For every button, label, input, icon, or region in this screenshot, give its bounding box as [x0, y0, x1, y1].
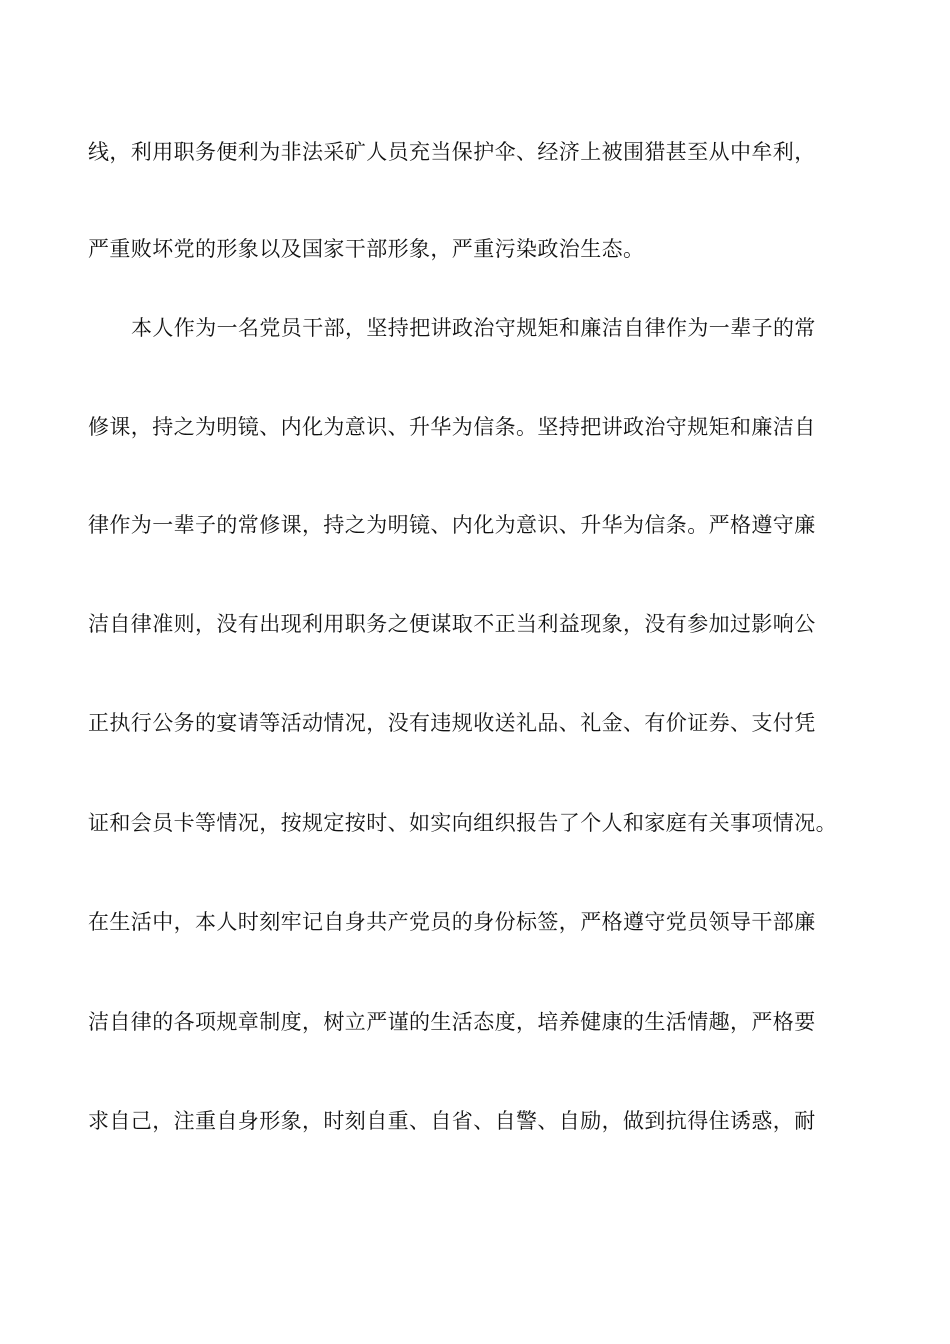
paragraph-start-line: 本人作为一名党员干部，坚持把讲政治守规矩和廉洁自律作为一辈子的常 [131, 316, 816, 340]
text-line: 修课，持之为明镜、内化为意识、升华为信条。坚持把讲政治守规矩和廉洁自 [88, 415, 816, 439]
text-line: 洁自律的各项规章制度，树立严谨的生活态度，培养健康的生活情趣，严格要 [88, 1010, 816, 1034]
text-line: 线，利用职务便利为非法采矿人员充当保护伞、经济上被围猎甚至从中牟利， [88, 140, 816, 164]
text-line: 求自己，注重自身形象，时刻自重、自省、自警、自励，做到抗得住诱惑，耐 [88, 1109, 816, 1133]
text-line: 正执行公务的宴请等活动情况，没有违规收送礼品、礼金、有价证券、支付凭 [88, 711, 816, 735]
text-line: 律作为一辈子的常修课，持之为明镜、内化为意识、升华为信条。严格遵守廉 [88, 513, 816, 537]
text-line: 证和会员卡等情况，按规定按时、如实向组织报告了个人和家庭有关事项情况。 [88, 811, 837, 835]
text-line: 洁自律准则，没有出现利用职务之便谋取不正当利益现象，没有参加过影响公 [88, 612, 816, 636]
text-line: 在生活中，本人时刻牢记自身共产党员的身份标签，严格遵守党员领导干部廉 [88, 910, 816, 934]
text-line: 严重败坏党的形象以及国家干部形象，严重污染政治生态。 [88, 237, 645, 261]
